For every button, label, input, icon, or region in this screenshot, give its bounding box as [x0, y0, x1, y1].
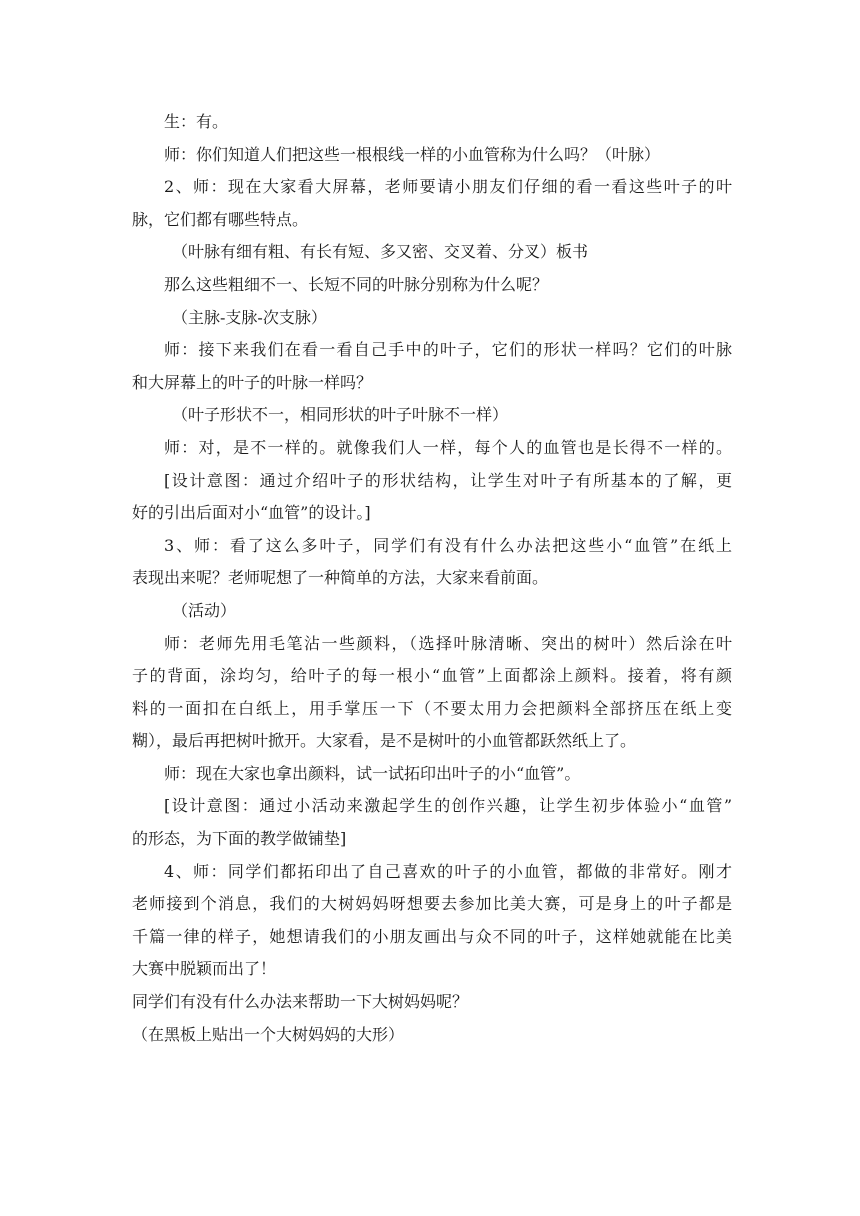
paragraph-line: 同学们有没有什么办法来帮助一下大树妈妈呢？ — [132, 992, 469, 1012]
paragraph-line: 师：你们知道人们把这些一根根线一样的小血管称为什么吗？（叶脉） — [164, 144, 661, 164]
paragraph-line: （在黑板上贴出一个大树妈妈的大形） — [132, 1024, 405, 1044]
paragraph-line: 2、师：现在大家看大屏幕，老师要请小朋友们仔细的看一看这些叶子的叶 — [164, 177, 732, 197]
document-body — [132, 106, 732, 1051]
paragraph-line: 和大屏幕上的叶子的叶脉一样吗？ — [132, 372, 373, 392]
paragraph-line: 料的一面扣在白纸上，用手掌压一下（不要太用力会把颜料全部挤压在纸上变 — [132, 698, 732, 718]
paragraph-line: 的形态，为下面的教学做铺垫] — [132, 829, 347, 849]
paragraph-line: （叶子形状不一，相同形状的叶子叶脉不一样） — [172, 405, 509, 425]
paragraph-line: 师：现在大家也拿出颜料，试一试拓印出叶子的小“血管”。 — [164, 763, 581, 783]
paragraph-line: 师：接下来我们在看一看自己手中的叶子，它们的形状一样吗？它们的叶脉 — [164, 340, 732, 360]
paragraph-line: 好的引出后面对小“血管”的设计。] — [132, 503, 371, 523]
paragraph-line: 老师接到个消息，我们的大树妈妈呀想要去参加比美大赛，可是身上的叶子都是 — [132, 894, 732, 914]
paragraph-line: [设计意图：通过小活动来激起学生的创作兴趣，让学生初步体验小“血管” — [164, 796, 732, 816]
paragraph-line: 表现出来呢？老师呢想了一种简单的方法，大家来看前面。 — [132, 568, 549, 588]
paragraph-line: 4、师：同学们都拓印出了自己喜欢的叶子的小血管，都做的非常好。刚才 — [164, 861, 732, 881]
paragraph-line: （活动） — [172, 600, 237, 620]
paragraph-line: 生：有。 — [164, 112, 229, 131]
paragraph-line: 师：老师先用毛笔沾一些颜料，（选择叶脉清晰、突出的树叶）然后涂在叶 — [164, 633, 732, 653]
paragraph-line: [设计意图：通过介绍叶子的形状结构，让学生对叶子有所基本的了解，更 — [164, 470, 732, 490]
paragraph-line: 师：对，是不一样的。就像我们人一样，每个人的血管也是长得不一样的。 — [164, 437, 732, 457]
paragraph-line: 3、师：看了这么多叶子，同学们有没有什么办法把这些小“血管”在纸上 — [164, 535, 732, 555]
paragraph-line: 子的背面，涂均匀，给叶子的每一根小“血管”上面都涂上颜料。接着，将有颜 — [132, 666, 732, 686]
paragraph-line: 千篇一律的样子，她想请我们的小朋友画出与众不同的叶子，这样她就能在比美 — [132, 926, 732, 946]
paragraph-line: 大赛中脱颖而出了！ — [132, 959, 277, 979]
paragraph-line: 糊），最后再把树叶掀开。大家看，是不是树叶的小血管都跃然纸上了。 — [132, 731, 637, 751]
paragraph-line: 那么这些粗细不一、长短不同的叶脉分别称为什么呢？ — [164, 274, 549, 294]
paragraph-line: （主脉-支脉-次支脉） — [172, 307, 327, 327]
paragraph-line: 脉，它们都有哪些特点。 — [132, 209, 309, 229]
paragraph-line: （叶脉有细有粗、有长有短、多又密、交叉着、分叉）板书 — [172, 242, 589, 262]
